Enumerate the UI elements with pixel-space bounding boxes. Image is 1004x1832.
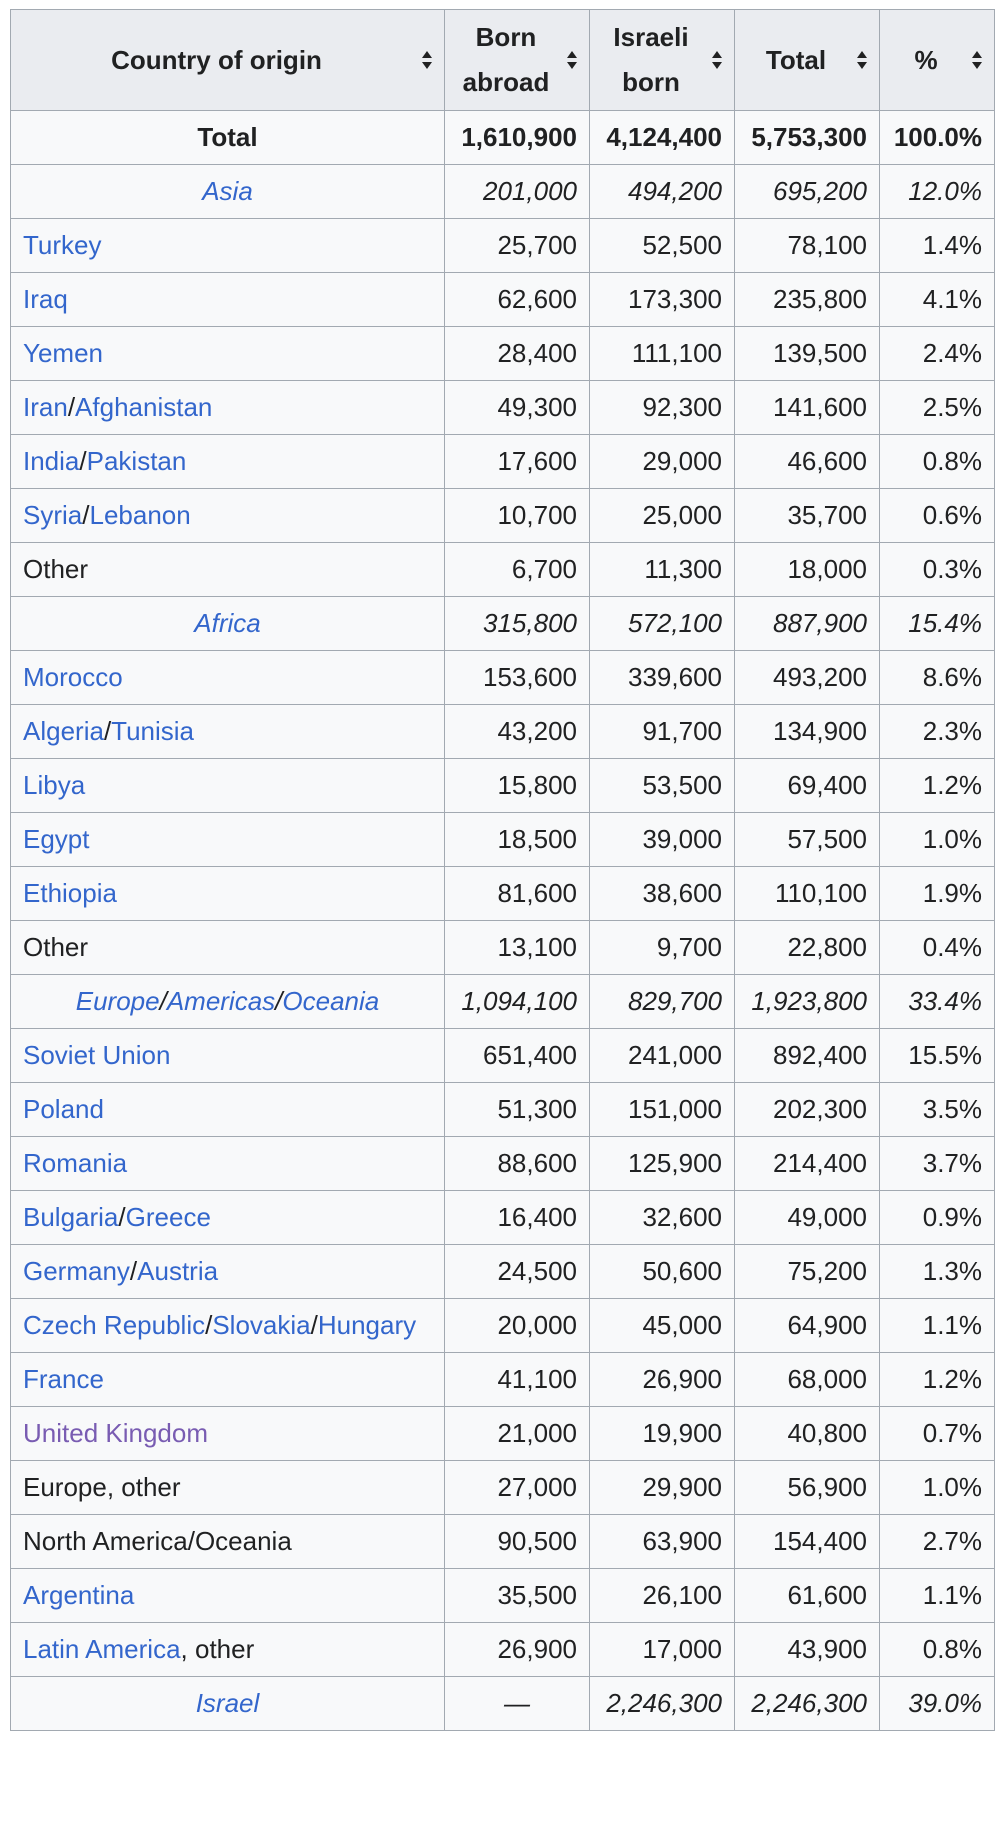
percent-cell: 2.4%: [880, 327, 995, 381]
country-text: /: [79, 446, 87, 476]
percent-cell: 1.2%: [880, 1353, 995, 1407]
total-cell: 18,000: [735, 543, 880, 597]
country-cell: [11, 597, 445, 651]
country-link[interactable]: Iraq: [23, 284, 68, 314]
table-row: [11, 435, 995, 489]
israeli-born-cell: 572,100: [590, 597, 735, 651]
country-cell: [11, 489, 445, 543]
col-header-israeli-born-line2: born: [622, 67, 680, 97]
born-abroad-cell: 1,610,900: [445, 111, 590, 165]
country-link[interactable]: Algeria: [23, 716, 104, 746]
percent-cell: 1.2%: [880, 759, 995, 813]
total-cell: 141,600: [735, 381, 880, 435]
total-cell: 46,600: [735, 435, 880, 489]
israeli-born-cell: 26,900: [590, 1353, 735, 1407]
table-row: [11, 1191, 995, 1245]
israeli-born-cell: 173,300: [590, 273, 735, 327]
country-cell: [11, 435, 445, 489]
israeli-born-cell: 32,600: [590, 1191, 735, 1245]
born-abroad-cell: 13,100: [445, 921, 590, 975]
total-cell: 78,100: [735, 219, 880, 273]
israeli-born-cell: 111,100: [590, 327, 735, 381]
country-cell: [11, 327, 445, 381]
total-cell: 40,800: [735, 1407, 880, 1461]
country-cell: [11, 1029, 445, 1083]
country-cell: [11, 651, 445, 705]
country-cell: [11, 759, 445, 813]
country-link[interactable]: Afghanistan: [75, 392, 213, 422]
total-cell: 2,246,300: [735, 1677, 880, 1731]
percent-cell: 3.7%: [880, 1137, 995, 1191]
percent-cell: 3.5%: [880, 1083, 995, 1137]
country-cell: [11, 921, 445, 975]
country-link[interactable]: Syria: [23, 500, 83, 530]
country-link[interactable]: Libya: [23, 770, 86, 800]
born-abroad-cell: 25,700: [445, 219, 590, 273]
israeli-born-cell: 39,000: [590, 813, 735, 867]
total-cell: 892,400: [735, 1029, 880, 1083]
sort-arrows-icon[interactable]: [855, 50, 869, 70]
israeli-born-cell: 26,100: [590, 1569, 735, 1623]
total-cell: 134,900: [735, 705, 880, 759]
israeli-born-cell: 29,000: [590, 435, 735, 489]
born-abroad-cell: 24,500: [445, 1245, 590, 1299]
table-row: [11, 759, 995, 813]
israeli-born-cell: 11,300: [590, 543, 735, 597]
country-cell: [11, 867, 445, 921]
country-text: Europe, other: [23, 1472, 181, 1502]
country-cell: [11, 1353, 445, 1407]
israeli-born-cell: 241,000: [590, 1029, 735, 1083]
israeli-born-cell: 151,000: [590, 1083, 735, 1137]
table-row: [11, 1461, 995, 1515]
percent-cell: 1.1%: [880, 1569, 995, 1623]
country-cell: [11, 1083, 445, 1137]
total-cell: 61,600: [735, 1569, 880, 1623]
total-cell: 69,400: [735, 759, 880, 813]
country-link[interactable]: Czech Republic: [23, 1310, 206, 1340]
total-cell: 64,900: [735, 1299, 880, 1353]
percent-cell: 0.9%: [880, 1191, 995, 1245]
country-link[interactable]: United Kingdom: [23, 1418, 208, 1448]
country-cell: [11, 219, 445, 273]
country-text: /: [67, 392, 76, 422]
table-row: [11, 1299, 995, 1353]
country-cell: [11, 705, 445, 759]
percent-cell: 0.8%: [880, 1623, 995, 1677]
born-abroad-cell: 88,600: [445, 1137, 590, 1191]
born-abroad-cell: 28,400: [445, 327, 590, 381]
total-cell: 35,700: [735, 489, 880, 543]
israeli-born-cell: 53,500: [590, 759, 735, 813]
country-link[interactable]: Bulgaria: [23, 1202, 119, 1232]
country-text: /: [205, 1310, 213, 1340]
percent-cell: 15.4%: [880, 597, 995, 651]
country-link[interactable]: Americas: [166, 986, 276, 1016]
israeli-born-cell: 52,500: [590, 219, 735, 273]
israeli-born-cell: 29,900: [590, 1461, 735, 1515]
country-cell: [11, 813, 445, 867]
born-abroad-cell: 27,000: [445, 1461, 590, 1515]
israeli-born-cell: 25,000: [590, 489, 735, 543]
country-text: /: [275, 986, 283, 1016]
country-link[interactable]: Turkey: [23, 230, 102, 260]
table-row: [11, 381, 995, 435]
country-cell: [11, 1137, 445, 1191]
country-link[interactable]: Romania: [23, 1148, 128, 1178]
country-link[interactable]: Germany: [23, 1256, 130, 1286]
table-row: [11, 543, 995, 597]
percent-cell: 0.8%: [880, 435, 995, 489]
region-row: [11, 597, 995, 651]
region-row: [11, 975, 995, 1029]
country-link[interactable]: Asia: [202, 176, 253, 206]
col-header-total-label: Total: [765, 44, 827, 75]
country-link[interactable]: Soviet Union: [23, 1040, 171, 1070]
country-link[interactable]: Austria: [137, 1256, 219, 1286]
country-cell: [11, 165, 445, 219]
country-text: North America/Oceania: [23, 1526, 292, 1556]
country-cell: [11, 1461, 445, 1515]
total-cell: 887,900: [735, 597, 880, 651]
born-abroad-cell: 10,700: [445, 489, 590, 543]
country-cell: [11, 381, 445, 435]
country-link[interactable]: Greece: [125, 1202, 211, 1232]
percent-cell: 1.9%: [880, 867, 995, 921]
origin-table: [10, 9, 995, 1731]
israeli-born-cell: 91,700: [590, 705, 735, 759]
percent-cell: 8.6%: [880, 651, 995, 705]
born-abroad-cell: 81,600: [445, 867, 590, 921]
country-link[interactable]: Europe: [75, 986, 160, 1016]
country-link[interactable]: Latin America: [23, 1634, 181, 1664]
country-link[interactable]: Israel: [195, 1688, 260, 1718]
born-abroad-cell: 651,400: [445, 1029, 590, 1083]
col-header-country-label: Country of origin: [111, 44, 322, 75]
total-cell: 56,900: [735, 1461, 880, 1515]
col-header-born-abroad-line1: Born: [475, 22, 537, 52]
percent-cell: 2.3%: [880, 705, 995, 759]
israeli-born-cell: 45,000: [590, 1299, 735, 1353]
country-cell: [11, 543, 445, 597]
region-row: [11, 1677, 995, 1731]
table-row: [11, 1029, 995, 1083]
total-cell: 493,200: [735, 651, 880, 705]
born-abroad-cell: 15,800: [445, 759, 590, 813]
col-header-percent-label: %: [914, 44, 938, 75]
born-abroad-cell: 17,600: [445, 435, 590, 489]
israeli-born-cell: 92,300: [590, 381, 735, 435]
country-link[interactable]: Hungary: [317, 1310, 417, 1340]
born-abroad-cell: 35,500: [445, 1569, 590, 1623]
table-row: [11, 489, 995, 543]
total-cell: 1,923,800: [735, 975, 880, 1029]
total-cell: 43,900: [735, 1623, 880, 1677]
israeli-born-cell: 4,124,400: [590, 111, 735, 165]
percent-cell: 1.4%: [880, 219, 995, 273]
country-cell: [11, 1299, 445, 1353]
country-link[interactable]: Egypt: [23, 824, 90, 854]
country-text: /: [118, 1202, 126, 1232]
country-link[interactable]: Argentina: [23, 1580, 135, 1610]
born-abroad-cell: 20,000: [445, 1299, 590, 1353]
sort-arrows-icon[interactable]: [710, 50, 724, 70]
country-cell: [11, 1515, 445, 1569]
total-cell: 22,800: [735, 921, 880, 975]
percent-cell: 1.1%: [880, 1299, 995, 1353]
country-text: /: [129, 1256, 138, 1286]
born-abroad-cell: 51,300: [445, 1083, 590, 1137]
total-cell: 75,200: [735, 1245, 880, 1299]
table-row: [11, 921, 995, 975]
percent-cell: 1.0%: [880, 813, 995, 867]
percent-cell: 2.7%: [880, 1515, 995, 1569]
born-abroad-cell: 201,000: [445, 165, 590, 219]
total-cell: 202,300: [735, 1083, 880, 1137]
percent-cell: 1.3%: [880, 1245, 995, 1299]
born-abroad-cell: 49,300: [445, 381, 590, 435]
header-row: [11, 10, 995, 111]
country-text: Other: [23, 554, 89, 584]
israeli-born-cell: 19,900: [590, 1407, 735, 1461]
israeli-born-cell: 38,600: [590, 867, 735, 921]
country-link[interactable]: Africa: [194, 608, 261, 638]
country-text: /: [310, 1310, 318, 1340]
country-cell: [11, 1677, 445, 1731]
born-abroad-cell: 315,800: [445, 597, 590, 651]
percent-cell: 2.5%: [880, 381, 995, 435]
country-link[interactable]: Iran: [23, 392, 68, 422]
country-text: /: [82, 500, 90, 530]
sort-arrows-icon[interactable]: [565, 50, 579, 70]
country-cell: [11, 111, 445, 165]
born-abroad-cell: 62,600: [445, 273, 590, 327]
israeli-born-cell: 50,600: [590, 1245, 735, 1299]
total-row: [11, 111, 995, 165]
israeli-born-cell: 125,900: [590, 1137, 735, 1191]
country-link[interactable]: Ethiopia: [23, 878, 117, 908]
sort-arrows-icon[interactable]: [420, 50, 434, 70]
table-row: [11, 1569, 995, 1623]
country-cell: [11, 1191, 445, 1245]
israeli-born-cell: 494,200: [590, 165, 735, 219]
percent-cell: 0.7%: [880, 1407, 995, 1461]
percent-cell: 33.4%: [880, 975, 995, 1029]
col-header-israeli-born[interactable]: [590, 10, 735, 111]
born-abroad-cell: 41,100: [445, 1353, 590, 1407]
country-link[interactable]: Oceania: [282, 986, 380, 1016]
israeli-born-cell: 63,900: [590, 1515, 735, 1569]
country-text: /: [103, 716, 112, 746]
sort-arrows-icon[interactable]: [970, 50, 984, 70]
country-text: Other: [23, 932, 89, 962]
total-cell: 695,200: [735, 165, 880, 219]
table-body: [11, 111, 995, 1731]
table-row: [11, 1515, 995, 1569]
percent-cell: 0.3%: [880, 543, 995, 597]
percent-cell: 4.1%: [880, 273, 995, 327]
total-cell: 110,100: [735, 867, 880, 921]
table-row: [11, 1245, 995, 1299]
country-link[interactable]: Lebanon: [89, 500, 191, 530]
total-cell: 49,000: [735, 1191, 880, 1245]
born-abroad-cell: 18,500: [445, 813, 590, 867]
born-abroad-cell: 16,400: [445, 1191, 590, 1245]
country-link[interactable]: India: [23, 446, 80, 476]
table-row: [11, 219, 995, 273]
country-text: , other: [180, 1634, 255, 1664]
percent-cell: 0.6%: [880, 489, 995, 543]
col-header-born-abroad-line2: abroad: [462, 67, 550, 97]
percent-cell: 1.0%: [880, 1461, 995, 1515]
israeli-born-cell: 9,700: [590, 921, 735, 975]
table-row: [11, 1407, 995, 1461]
country-cell: [11, 975, 445, 1029]
percent-cell: 0.4%: [880, 921, 995, 975]
born-abroad-cell: 26,900: [445, 1623, 590, 1677]
table-row: [11, 813, 995, 867]
total-cell: 235,800: [735, 273, 880, 327]
table-row: [11, 705, 995, 759]
total-cell: 154,400: [735, 1515, 880, 1569]
country-cell: [11, 1407, 445, 1461]
country-text: Total: [197, 122, 258, 152]
col-header-born-abroad[interactable]: [445, 10, 590, 111]
israeli-born-cell: 339,600: [590, 651, 735, 705]
country-link[interactable]: Morocco: [23, 662, 123, 692]
total-cell: 5,753,300: [735, 111, 880, 165]
total-cell: 139,500: [735, 327, 880, 381]
israeli-born-cell: 829,700: [590, 975, 735, 1029]
country-cell: [11, 1623, 445, 1677]
country-link[interactable]: Yemen: [23, 338, 103, 368]
country-link[interactable]: Poland: [23, 1094, 104, 1124]
born-abroad-cell: 153,600: [445, 651, 590, 705]
percent-cell: 15.5%: [880, 1029, 995, 1083]
table-row: [11, 273, 995, 327]
israeli-born-cell: 17,000: [590, 1623, 735, 1677]
table-row: [11, 867, 995, 921]
percent-cell: 39.0%: [880, 1677, 995, 1731]
percent-cell: 12.0%: [880, 165, 995, 219]
country-text: /: [159, 986, 167, 1016]
col-header-israeli-born-line1: Israeli: [613, 22, 689, 52]
table-row: [11, 651, 995, 705]
country-link[interactable]: Slovakia: [212, 1310, 311, 1340]
country-link[interactable]: Tunisia: [111, 716, 195, 746]
country-cell: [11, 273, 445, 327]
born-abroad-cell: —: [445, 1677, 590, 1731]
table-row: [11, 1083, 995, 1137]
region-row: [11, 165, 995, 219]
country-link[interactable]: France: [23, 1364, 104, 1394]
table-row: [11, 1623, 995, 1677]
col-header-country[interactable]: [11, 10, 445, 111]
col-header-total[interactable]: [735, 10, 880, 111]
country-link[interactable]: Pakistan: [86, 446, 187, 476]
total-cell: 214,400: [735, 1137, 880, 1191]
total-cell: 68,000: [735, 1353, 880, 1407]
table-row: [11, 327, 995, 381]
born-abroad-cell: 90,500: [445, 1515, 590, 1569]
country-cell: [11, 1569, 445, 1623]
table-row: [11, 1137, 995, 1191]
born-abroad-cell: 21,000: [445, 1407, 590, 1461]
country-cell: [11, 1245, 445, 1299]
born-abroad-cell: 6,700: [445, 543, 590, 597]
percent-cell: 100.0%: [880, 111, 995, 165]
born-abroad-cell: 1,094,100: [445, 975, 590, 1029]
born-abroad-cell: 43,200: [445, 705, 590, 759]
israeli-born-cell: 2,246,300: [590, 1677, 735, 1731]
total-cell: 57,500: [735, 813, 880, 867]
col-header-percent[interactable]: [880, 10, 995, 111]
table-row: [11, 1353, 995, 1407]
